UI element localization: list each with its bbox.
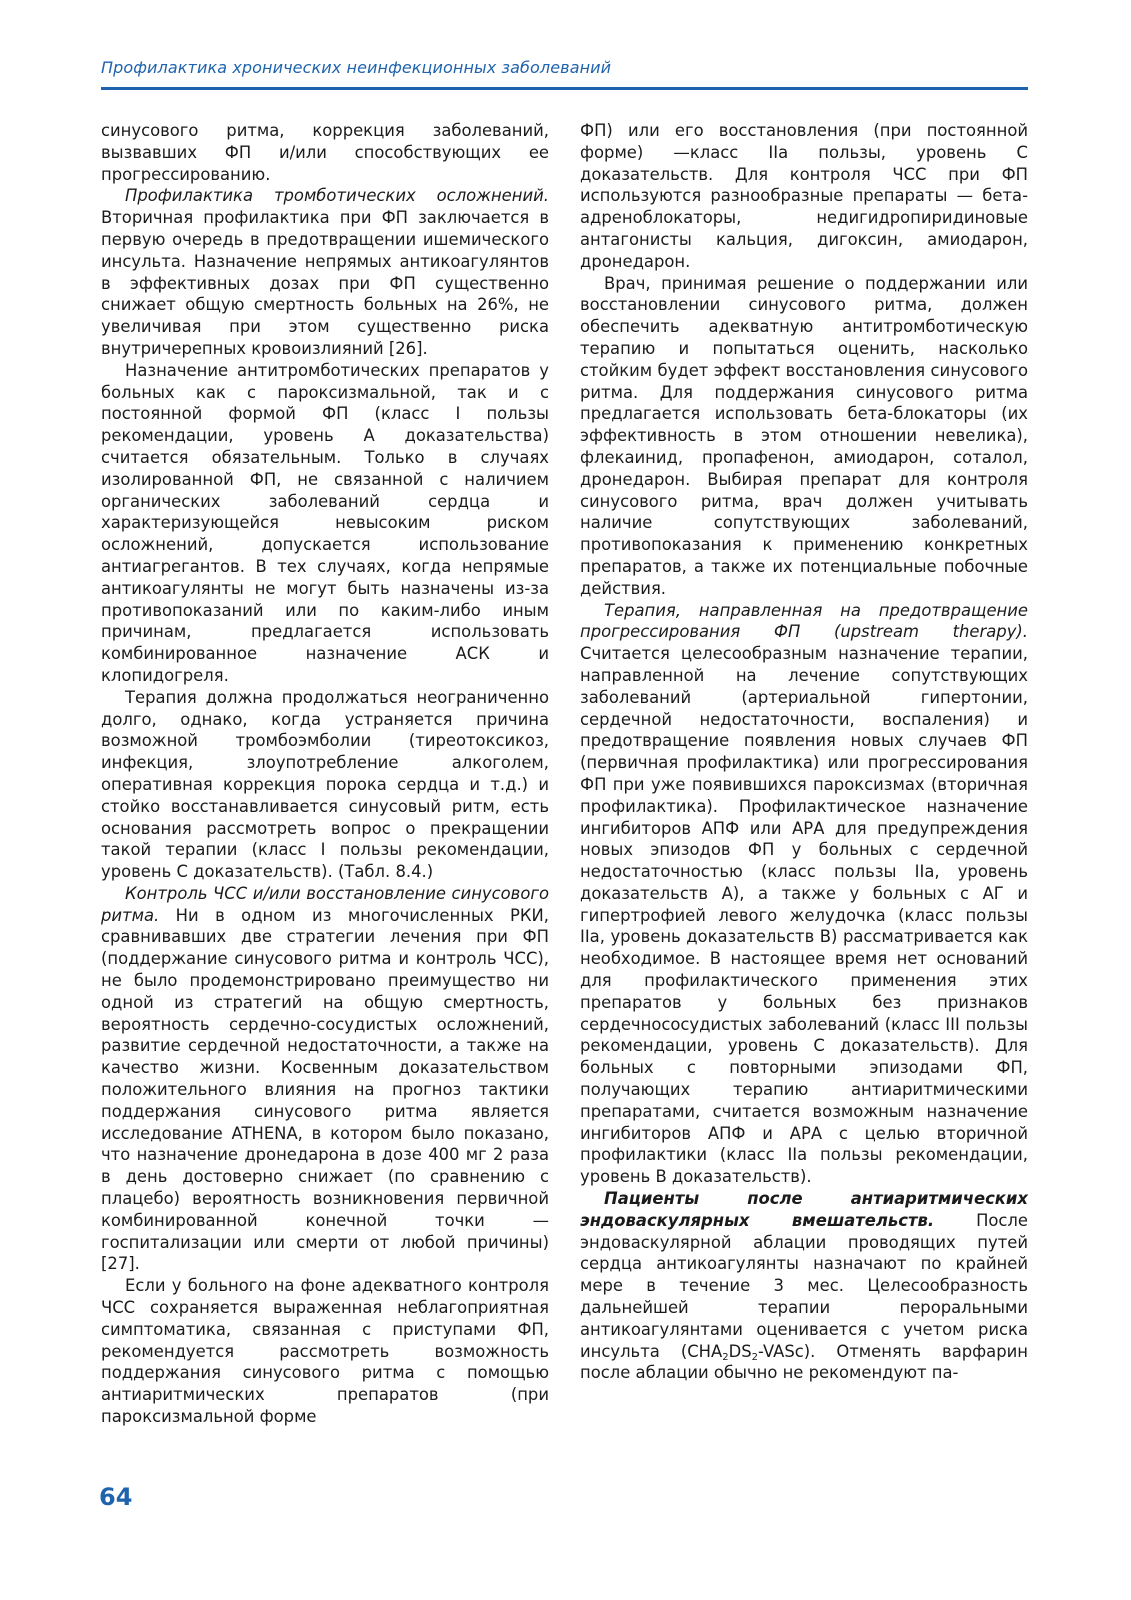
section-heading: Пациенты после антиаритмических эндоваскулярных вмешательств.	[580, 1189, 1028, 1230]
subscript: 2	[722, 1351, 729, 1363]
page-number: 64	[99, 1483, 133, 1511]
paragraph: синусового ритма, коррекция заболеваний, вызвавших ФП и/или способствующих ее прогрессированию.	[101, 121, 549, 184]
paragraph: Назначение антитромботических препаратов у больных как с пароксизмальной, так и с постоянной формой ФП (класс I пользы рекомендации, уровень А доказательства) считается обязательным. Только в случаях изолированной ФП, не связанной с наличием органических заболеваний сердца и характеризующейся невысоким риском осложнений, допускается использование антиагрегантов. В тех случаях, когда непрямые антикоагулянты не могут быть назначены из-за противопоказаний или по каким-либо иным причинам, предлагается использовать комбинированное назначение АСК и клопидогреля.	[101, 360, 549, 685]
section-heading: Контроль ЧСС и/или восстановление синусового ритма.	[101, 883, 549, 925]
subscript: 2	[751, 1351, 758, 1363]
right-column	[580, 120, 1028, 1384]
paragraph-text: После эндоваскулярной аблации проводящих путей сердца антикоагулянты назначают по крайней мере в течение 3 мес. Целесообразность дальнейшей терапии пероральными антикоагулянтами оценивается с учетом риска инсульта (CHA	[580, 1210, 1028, 1361]
paragraph-text: Ни в одном из многочисленных РКИ, сравнивавших две стратегии лечения при ФП (поддержание синусового ритма и контроль ЧСС), не было продемонстрировано преимущество ни одной из стратегий на общую смертность, вероятность сердечно-сосудистых осложнений, развитие сердечной недостаточности, а также на качество жизни. Косвенным доказательством положительного влияния на прогноз тактики поддержания синусового ритма является исследование ATHENA, в котором было показано, что назначение дронедарона в дозе 400 мг 2 раза в день достоверно снижает (по сравнению с плацебо) вероятность возникновения первичной комбинированной конечной точки — госпитализации или смерти от любой причины) [27].	[101, 905, 550, 1274]
left-column	[101, 120, 549, 1428]
paragraph	[580, 1188, 1028, 1384]
header-rule	[101, 87, 1028, 90]
paragraph-text: Вторичная профилактика при ФП заключается в первую очередь в предотвращении ишемического инсульта. Назначение непрямых антикоагулянтов в эффективных дозах при ФП существенно снижает общую смертность больных на 26%, не увеличивая при этом существенно риска внутричерепных кровоизлияний [26].	[101, 208, 549, 358]
paragraph	[101, 185, 549, 359]
paragraph	[101, 883, 549, 1275]
section-heading: Профилактика тромботических осложнений.	[125, 186, 549, 206]
paragraph-text: -VASc). Отменять варфарин после аблации обычно не рекомендуют па-	[580, 1341, 1028, 1383]
paragraph: Если у больного на фоне адекватного контроля ЧСС сохраняется выраженная неблагоприятная симптоматика, связанная с приступами ФП, рекомендуется рассмотреть возможность поддержания синусового ритма с помощью антиаритмических препаратов (при пароксизмальной форме	[101, 1276, 549, 1427]
paragraph	[580, 600, 1028, 1189]
running-header-title: Профилактика хронических неинфекционных заболеваний	[101, 58, 612, 77]
paragraph: Терапия должна продолжаться неограниченно долго, однако, когда устраняется причина возможной тромбоэмболии (тиреотоксикоз, инфекция, злоупотребление алкоголем, оперативная коррекция порока сердца и т.д.) и стойко восстанавливается синусовый ритм, есть основания рассмотреть вопрос о прекращении такой терапии (класс I пользы рекомендации, уровень С доказательств). (Табл. 8.4.)	[101, 687, 549, 882]
section-heading: Терапия, направленная на предотвращение прогрессирования ФП (upstream therapy).	[580, 600, 1028, 642]
paragraph-text: DS	[728, 1341, 752, 1361]
paragraph: ФП) или его восстановления (при постоянной форме) —класс IIa пользы, уровень С доказательств. Для контроля ЧСС при ФП используются разнообразные препараты — бета-адреноблокаторы, недигидропиридиновые антагонисты кальция, дигоксин, амиодарон, дронедарон.	[580, 121, 1028, 271]
paragraph-text: Считается целесообразным назначение терапии, направленной на лечение сопутствующих заболеваний (артериальной гипертонии, сердечной недостаточности, воспаления) и предотвращение появления новых случаев ФП (первичная профилактика) или прогрессирования ФП при уже появившихся пароксизмах (вторичная профилактика). Профилактическое назначение ингибиторов АПФ или АРА для предупреждения новых эпизодов ФП у больных с сердечной недостаточностью (класс пользы IIa, уровень доказательств А), а также у больных с АГ и гипертрофией левого желудочка (класс пользы IIa, уровень доказательств В) рассматривается как необходимое. В настоящее время нет оснований для профилактического применения этих препаратов у больных без признаков сердечнососудистых заболеваний (класс III пользы рекомендации, уровень С доказательств). Для больных с повторными эпизодами ФП, получающих терапию антиаритмическими препаратами, считается возможным назначение ингибиторов АПФ и АРА с целью вторичной профилактики (класс IIa пользы рекомендации, уровень В доказательств).	[580, 644, 1028, 1187]
paragraph: Врач, принимая решение о поддержании или восстановлении синусового ритма, должен обеспечить адекватную антитромботическую терапию и попытаться оценить, насколько стойким будет эффект восстановления синусового ритма. Для поддержания синусового ритма предлагается использовать бета-блокаторы (их эффективность в этом отношении невелика), флекаинид, пропафенон, амиодарон, соталол, дронедарон. Выбирая препарат для контроля синусового ритма, врач должен учитывать наличие сопутствующих заболеваний, противопоказания к применению конкретных препаратов, а также их потенциальные побочные действия.	[580, 273, 1028, 598]
